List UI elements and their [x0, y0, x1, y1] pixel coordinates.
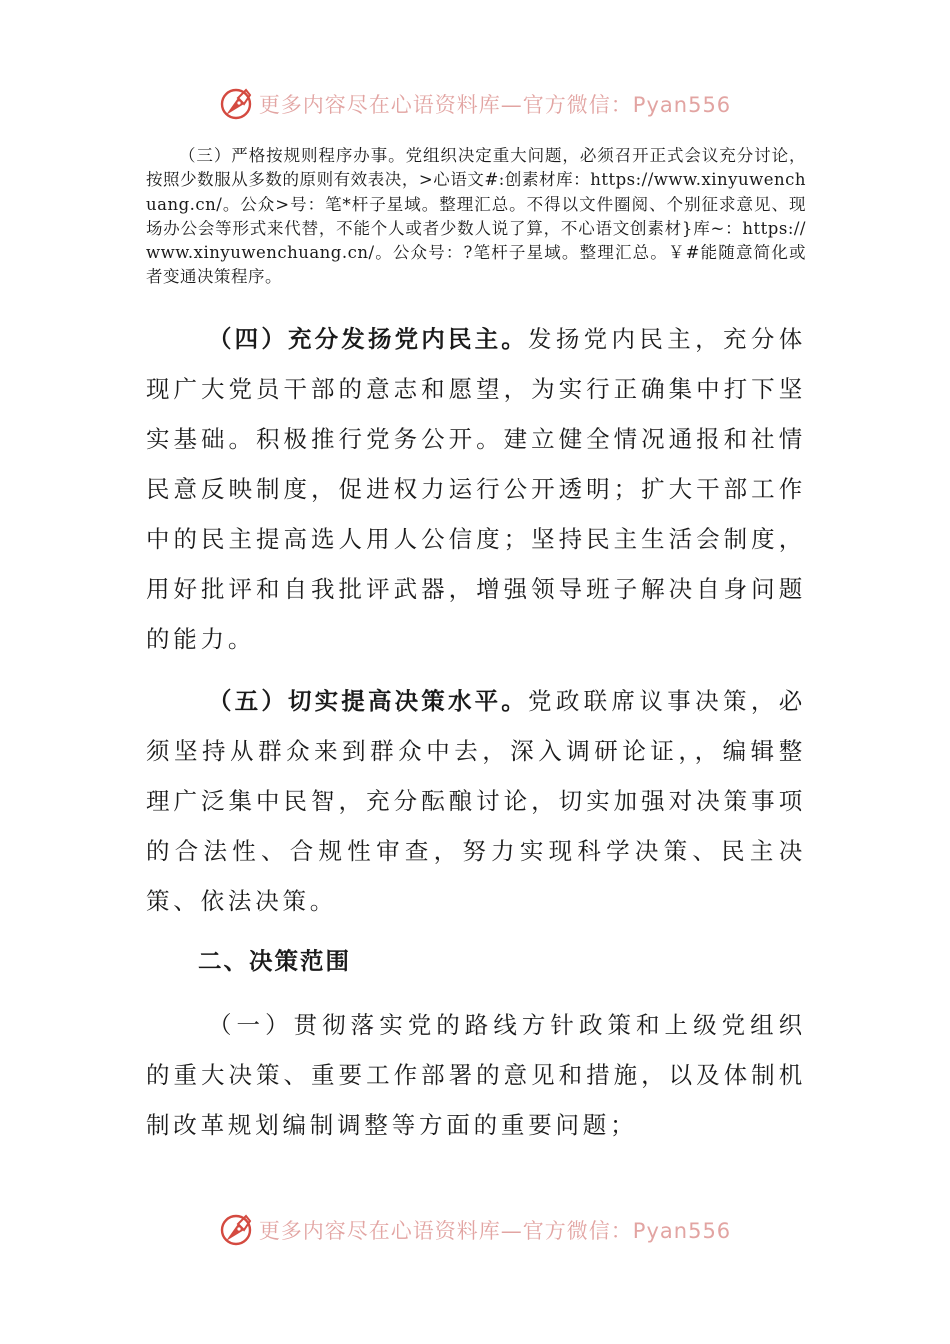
- section-heading: 二、决策范围: [198, 946, 351, 975]
- paragraph-5: [146, 676, 806, 926]
- paragraph-3: （三）严格按规则程序办事。党组织决定重大问题，必须召开正式会议充分讨论，按照少数服从多数的原则有效表决，>心语文#:创素材库：https://www.xinyuwenchuang.cn/。公众>号：笔*杆子星域。整理汇总。不得以文件圈阅、个别征求意见、现场办公会等形式来代替，不能个人或者少数人说了算，不心语文创素材}库~：https://www.xinyuwenchuang.cn/。公众号：?笔杆子星域。整理汇总。￥#能随意简化或者变通决策程序。: [146, 146, 806, 287]
- paragraph-4-body: 发扬党内民主，充分体现广大党员干部的意志和愿望，为实行正确集中打下坚实基础。积极推行党务公开。建立健全情况通报和社情民意反映制度，促进权力运行公开透明；扩大干部工作中的民主提高选人用人公信度；坚持民主生活会制度，用好批评和自我批评武器，增强领导班子解决自身问题的能力。: [146, 324, 807, 653]
- paragraph-4: [146, 314, 806, 664]
- paragraph-5-body: 党政联席议事决策，必须坚持从群众来到群众中去，深入调研论证，，编辑整理广泛集中民智，充分酝酿讨论，切实加强对决策事项的合法性、合规性审查，努力实现科学决策、民主决策、依法决策。: [146, 686, 807, 915]
- paragraph-5-lead: （五）切实提高决策水平。: [208, 686, 528, 715]
- footer-watermark: [0, 1206, 950, 1254]
- pen-nib-logo-icon: [219, 86, 255, 122]
- section-2-paragraph-1: （一）贯彻落实党的路线方针政策和上级党组织的重大决策、重要工作部署的意见和措施，以及体制机制改革规划编制调整等方面的重要问题；: [146, 1010, 806, 1139]
- watermark-text: 更多内容尽在心语资料库—官方微信：Pyan556: [258, 93, 732, 117]
- paragraph-4-lead: （四）充分发扬党内民主。: [208, 324, 528, 353]
- pen-nib-logo-icon: [219, 1212, 255, 1248]
- document-body: [146, 144, 806, 1150]
- watermark-text: 更多内容尽在心语资料库—官方微信：Pyan556: [258, 1219, 732, 1243]
- header-watermark: [0, 80, 950, 128]
